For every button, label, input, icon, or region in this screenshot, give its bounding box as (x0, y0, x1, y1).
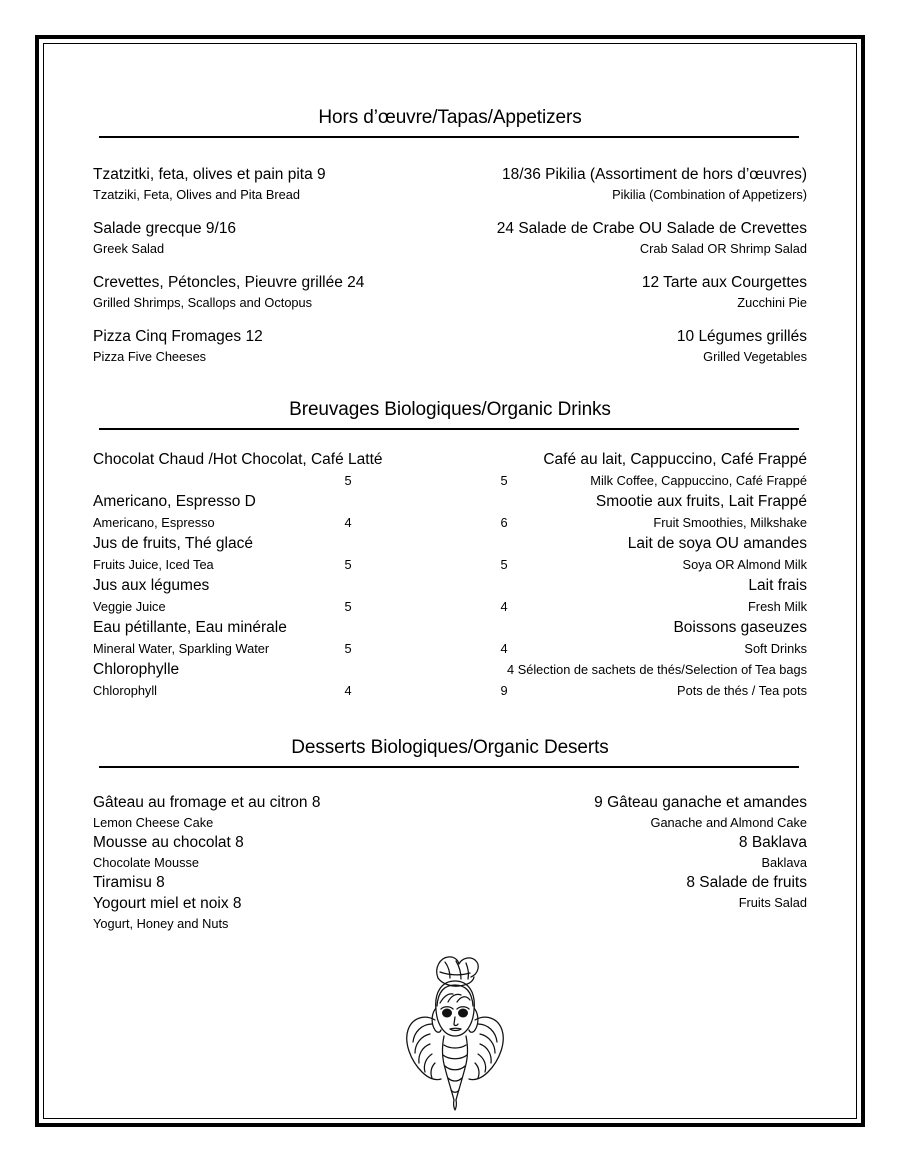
drink-right-name: Pots de thés / Tea pots (677, 682, 807, 698)
item-name-fr: Yogourt miel et noix 8 (93, 894, 242, 912)
menu-item (447, 218, 807, 258)
section-title-desserts: Desserts Biologiques/Organic Deserts (291, 737, 609, 758)
drink-right-name: Milk Coffee, Cappuccino, Café Frappé (590, 472, 807, 488)
section-desserts (93, 736, 807, 952)
section-divider-desserts (99, 766, 799, 768)
appetizers-columns (93, 164, 807, 364)
drink-right-name: Lait frais (748, 576, 807, 594)
item-name-fr: Tiramisu 8 (93, 873, 165, 891)
section-title-drinks: Breuvages Biologiques/Organic Drinks (289, 399, 611, 420)
menu-item (447, 164, 807, 204)
drink-right-name: Fresh Milk (747, 598, 807, 614)
section-divider-appetizers (99, 136, 799, 138)
item-name-en: Chocolate Mousse (93, 854, 199, 870)
item-name-en: Pizza Five Cheeses (93, 348, 207, 364)
drinks-row (93, 617, 807, 638)
menu-item (447, 832, 807, 872)
item-name-fr: Tzatzitki, feta, olives et pain pita 9 (93, 165, 326, 183)
cherub-angel-logo (404, 948, 504, 1113)
item-name-fr: Gâteau au fromage et au citron 8 (93, 793, 321, 811)
menu-item (93, 893, 433, 933)
item-name-fr: 24 Salade de Crabe OU Salade de Crevettes (496, 219, 807, 237)
item-name-en: Grilled Vegetables (703, 348, 807, 364)
drinks-row (93, 575, 807, 596)
item-name-fr: Salade grecque 9/16 (93, 219, 237, 237)
item-name-fr: 10 Légumes grillés (676, 327, 807, 345)
item-name-fr: 8 Baklava (738, 833, 807, 851)
drink-left-price: 4 (344, 682, 352, 698)
drink-right-price: 6 (500, 514, 508, 530)
drinks-row (93, 449, 807, 470)
item-name-en: Baklava (761, 854, 807, 870)
drink-left-name: Veggie Juice (93, 598, 166, 614)
drinks-rows (93, 449, 807, 701)
drink-left-price: 5 (344, 598, 352, 614)
drink-left-name: Jus aux légumes (93, 576, 210, 594)
menu-item (447, 872, 807, 912)
item-name-en: Yogurt, Honey and Nuts (93, 915, 229, 931)
drink-right-name: Soya OR Almond Milk (682, 556, 807, 572)
drink-right-price: 4 (500, 598, 508, 614)
item-name-en: Lemon Cheese Cake (93, 814, 214, 830)
drink-left-name: Fruits Juice, Iced Tea (93, 556, 214, 572)
drink-right-name: Lait de soya OU amandes (627, 534, 807, 552)
drinks-row (93, 638, 807, 659)
drink-left-name: Chocolat Chaud /Hot Chocolat, Café Latté (93, 450, 383, 468)
drink-right-price: 5 (500, 472, 508, 488)
desserts-right-column (447, 792, 807, 912)
drink-right-name: Café au lait, Cappuccino, Café Frappé (543, 450, 807, 468)
menu-item (93, 272, 433, 312)
drink-left-price: 4 (344, 514, 352, 530)
appetizers-left-column (93, 164, 433, 366)
desserts-columns (93, 792, 807, 952)
drinks-row (93, 680, 807, 701)
drink-left-name: Eau pétillante, Eau minérale (93, 618, 287, 636)
item-name-en: Tzatziki, Feta, Olives and Pita Bread (93, 186, 300, 202)
item-name-en: Grilled Shrimps, Scallops and Octopus (93, 294, 313, 310)
appetizers-right-column (447, 164, 807, 366)
menu-item (93, 832, 433, 872)
item-name-fr: 12 Tarte aux Courgettes (641, 273, 807, 291)
menu-item (447, 792, 807, 832)
item-name-fr: Mousse au chocolat 8 (93, 833, 244, 851)
drink-right-name: Smootie aux fruits, Lait Frappé (595, 492, 807, 510)
item-name-en: Ganache and Almond Cake (650, 814, 807, 830)
drinks-row (93, 554, 807, 575)
menu-item (93, 164, 433, 204)
drink-left-name: Chlorophyll (93, 682, 158, 698)
drink-left-name: Jus de fruits, Thé glacé (93, 534, 253, 552)
drinks-row (93, 491, 807, 512)
drink-right-inline: 4 Sélection de sachets de thés/Selection of Tea bags (507, 661, 807, 677)
item-name-fr: Pizza Cinq Fromages 12 (93, 327, 263, 345)
section-title-appetizers: Hors d’œuvre/Tapas/Appetizers (318, 107, 582, 128)
desserts-left-column (93, 792, 433, 933)
drink-right-name: Boissons gaseuzes (673, 618, 807, 636)
drink-left-name: Americano, Espresso (93, 514, 215, 530)
drinks-row (93, 659, 807, 680)
menu-item (93, 218, 433, 258)
item-name-en: Crab Salad OR Shrimp Salad (639, 240, 807, 256)
drink-left-name: Mineral Water, Sparkling Water (93, 640, 270, 656)
item-name-en: Zucchini Pie (737, 294, 807, 310)
section-appetizers (93, 106, 807, 364)
drink-right-price: 4 (500, 640, 508, 656)
item-name-en: Pikilia (Combination of Appetizers) (612, 186, 807, 202)
drink-right-price: 9 (500, 682, 508, 698)
drink-right-name: Fruit Smoothies, Milkshake (653, 514, 807, 530)
drink-left-name: Americano, Espresso D (93, 492, 256, 510)
menu-item (93, 872, 433, 893)
drink-left-name: Chlorophylle (93, 660, 180, 678)
item-name-fr: Crevettes, Pétoncles, Pieuvre grillée 24 (93, 273, 365, 291)
drinks-row (93, 596, 807, 617)
item-name-fr: 8 Salade de fruits (686, 873, 807, 891)
drinks-row (93, 470, 807, 491)
section-divider-drinks (99, 428, 799, 430)
item-name-en: Fruits Salad (738, 894, 807, 910)
drinks-row (93, 533, 807, 554)
menu-item (447, 272, 807, 312)
drink-right-price: 5 (500, 556, 508, 572)
drink-left-price: 5 (344, 556, 352, 572)
drink-right-name: Soft Drinks (744, 640, 807, 656)
menu-item (93, 792, 433, 832)
menu-item (93, 326, 433, 366)
drink-left-price: 5 (344, 640, 352, 656)
drink-left-price: 5 (344, 472, 352, 488)
item-name-fr: 9 Gâteau ganache et amandes (594, 793, 807, 811)
item-name-en: Greek Salad (93, 240, 165, 256)
drinks-row (93, 512, 807, 533)
menu-item (447, 326, 807, 366)
item-name-fr: 18/36 Pikilia (Assortiment de hors d’œuvres) (502, 165, 807, 183)
section-drinks (93, 398, 807, 701)
